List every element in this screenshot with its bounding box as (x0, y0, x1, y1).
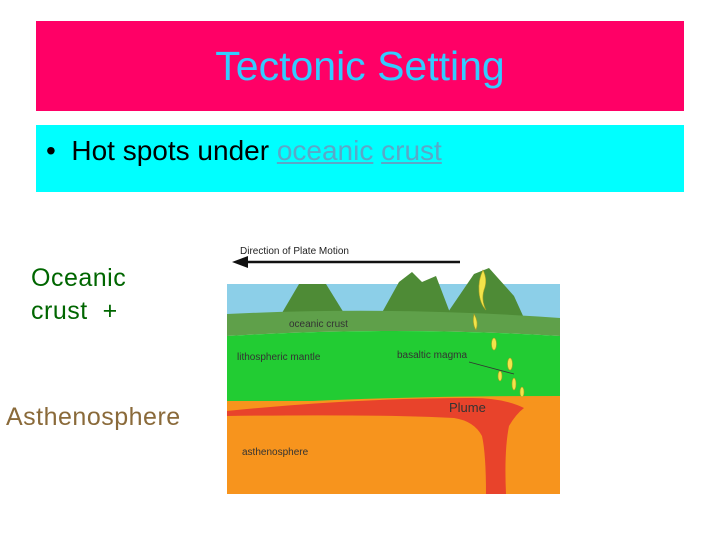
basaltic-magma-label: basaltic magma (397, 350, 468, 361)
slide-title: Tectonic Setting (215, 42, 505, 89)
oceanic-crust-label (31, 262, 181, 328)
lithospheric-mantle-label: lithospheric mantle (237, 352, 321, 363)
oceanic-crust-diagram-label: oceanic crust (289, 319, 348, 330)
oceanic-crust-line-2: crust + (31, 297, 118, 325)
bullet-point (46, 135, 442, 167)
plate-motion-arrow (232, 256, 460, 268)
asthenosphere-diagram-label: asthenosphere (242, 447, 309, 458)
bullet-bar (36, 125, 684, 192)
oceanic-link[interactable]: oceanic (276, 135, 374, 166)
crust-link[interactable]: crust (381, 135, 442, 166)
plate-motion-label: Direction of Plate Motion (240, 246, 349, 257)
title-bar (36, 21, 684, 111)
bullet-marker: • (46, 135, 56, 166)
oceanic-crust-line-1: Oceanic (31, 264, 127, 292)
plume-label: Plume (449, 400, 486, 415)
hotspot-diagram (224, 236, 564, 494)
asthenosphere-side-label: Asthenosphere (6, 403, 181, 431)
bullet-text: Hot spots under (71, 135, 270, 166)
